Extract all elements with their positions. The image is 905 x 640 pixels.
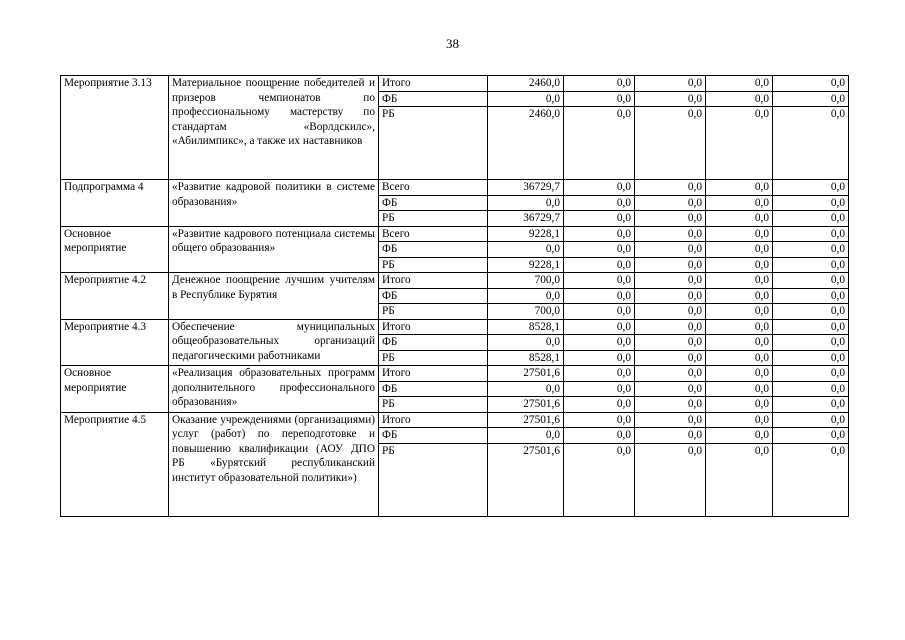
activity-name: Мероприятие 4.5 (61, 412, 169, 516)
amount-year: 0,0 (635, 428, 706, 444)
amount-year: 0,0 (635, 288, 706, 304)
funding-source: Итого (379, 412, 488, 428)
amount-year: 0,0 (706, 304, 773, 320)
amount-year: 0,0 (773, 226, 849, 242)
amount-year: 0,0 (564, 428, 635, 444)
amount-year: 0,0 (564, 107, 635, 180)
activity-name: Мероприятие 4.2 (61, 273, 169, 320)
funding-source: ФБ (379, 195, 488, 211)
funding-source: РБ (379, 397, 488, 413)
amount-year: 0,0 (773, 180, 849, 196)
amount-total: 0,0 (488, 428, 564, 444)
amount-year: 0,0 (635, 226, 706, 242)
funding-source: РБ (379, 257, 488, 273)
funding-source: РБ (379, 443, 488, 516)
amount-year: 0,0 (635, 443, 706, 516)
amount-total: 2460,0 (488, 107, 564, 180)
activity-name: Основное мероприятие (61, 226, 169, 273)
funding-source: Итого (379, 273, 488, 289)
amount-total: 8528,1 (488, 350, 564, 366)
amount-year: 0,0 (564, 288, 635, 304)
amount-year: 0,0 (635, 257, 706, 273)
table-row (61, 226, 849, 242)
amount-year: 0,0 (706, 443, 773, 516)
amount-year: 0,0 (564, 304, 635, 320)
amount-total: 27501,6 (488, 412, 564, 428)
amount-total: 0,0 (488, 381, 564, 397)
amount-total: 0,0 (488, 195, 564, 211)
amount-year: 0,0 (635, 91, 706, 107)
activity-description: «Реализация образовательных программ дополнительного профессионального образования» (169, 366, 379, 413)
amount-year: 0,0 (564, 350, 635, 366)
activity-description: Денежное поощрение лучшим учителям в Республике Бурятия (169, 273, 379, 320)
amount-total: 9228,1 (488, 257, 564, 273)
funding-source: ФБ (379, 242, 488, 258)
amount-year: 0,0 (706, 288, 773, 304)
amount-year: 0,0 (706, 319, 773, 335)
amount-total: 700,0 (488, 304, 564, 320)
amount-year: 0,0 (564, 381, 635, 397)
amount-year: 0,0 (635, 381, 706, 397)
amount-total: 36729,7 (488, 211, 564, 227)
amount-year: 0,0 (635, 304, 706, 320)
activity-name: Основное мероприятие (61, 366, 169, 413)
amount-year: 0,0 (773, 381, 849, 397)
funding-source: РБ (379, 107, 488, 180)
funding-source: РБ (379, 350, 488, 366)
amount-year: 0,0 (706, 211, 773, 227)
amount-year: 0,0 (773, 273, 849, 289)
activity-description: Оказание учреждениями (организациями) услуг (работ) по переподготовке и повышению квалификации (АОУ ДПО РБ «Бурятский республиканский институт образовательной политики») (169, 412, 379, 516)
amount-year: 0,0 (773, 91, 849, 107)
table-row (61, 180, 849, 196)
amount-year: 0,0 (564, 211, 635, 227)
amount-year: 0,0 (773, 195, 849, 211)
amount-year: 0,0 (635, 273, 706, 289)
amount-year: 0,0 (773, 366, 849, 382)
amount-year: 0,0 (706, 273, 773, 289)
activity-name: Подпрограмма 4 (61, 180, 169, 227)
amount-year: 0,0 (773, 211, 849, 227)
amount-year: 0,0 (635, 335, 706, 351)
amount-year: 0,0 (564, 443, 635, 516)
amount-year: 0,0 (635, 195, 706, 211)
funding-source: ФБ (379, 288, 488, 304)
activity-description: «Развитие кадровой политики в системе образования» (169, 180, 379, 227)
amount-total: 9228,1 (488, 226, 564, 242)
amount-year: 0,0 (635, 242, 706, 258)
amount-year: 0,0 (706, 428, 773, 444)
amount-year: 0,0 (564, 180, 635, 196)
amount-total: 36729,7 (488, 180, 564, 196)
amount-year: 0,0 (564, 91, 635, 107)
amount-year: 0,0 (564, 273, 635, 289)
amount-year: 0,0 (564, 335, 635, 351)
funding-source: ФБ (379, 335, 488, 351)
amount-year: 0,0 (773, 428, 849, 444)
amount-year: 0,0 (706, 350, 773, 366)
amount-year: 0,0 (706, 335, 773, 351)
amount-year: 0,0 (564, 242, 635, 258)
amount-year: 0,0 (706, 381, 773, 397)
funding-source: ФБ (379, 91, 488, 107)
amount-year: 0,0 (773, 335, 849, 351)
amount-year: 0,0 (706, 180, 773, 196)
amount-year: 0,0 (773, 257, 849, 273)
amount-year: 0,0 (564, 226, 635, 242)
funding-source: Итого (379, 366, 488, 382)
amount-year: 0,0 (773, 76, 849, 92)
amount-total: 0,0 (488, 242, 564, 258)
amount-year: 0,0 (706, 76, 773, 92)
table-row (61, 76, 849, 92)
activity-description: «Развитие кадрового потенциала системы общего образования» (169, 226, 379, 273)
amount-year: 0,0 (564, 397, 635, 413)
table-row (61, 319, 849, 335)
amount-total: 8528,1 (488, 319, 564, 335)
table-row (61, 366, 849, 382)
amount-year: 0,0 (773, 350, 849, 366)
amount-year: 0,0 (564, 195, 635, 211)
amount-year: 0,0 (635, 76, 706, 92)
amount-year: 0,0 (635, 366, 706, 382)
amount-year: 0,0 (706, 242, 773, 258)
activity-description: Обеспечение муниципальных общеобразовательных организаций педагогическими работниками (169, 319, 379, 366)
amount-year: 0,0 (773, 319, 849, 335)
amount-total: 27501,6 (488, 397, 564, 413)
amount-year: 0,0 (564, 76, 635, 92)
amount-year: 0,0 (773, 304, 849, 320)
table-row (61, 273, 849, 289)
activity-description: Материальное поощрение победителей и призеров чемпионатов по профессиональному мастерству по стандартам «Ворлдскилс», «Абилимпикс», а также их наставников (169, 76, 379, 180)
amount-year: 0,0 (773, 242, 849, 258)
funding-source: РБ (379, 304, 488, 320)
page-number: 38 (446, 36, 459, 51)
amount-year: 0,0 (564, 319, 635, 335)
amount-year: 0,0 (706, 366, 773, 382)
amount-year: 0,0 (635, 180, 706, 196)
amount-year: 0,0 (706, 107, 773, 180)
amount-year: 0,0 (773, 443, 849, 516)
amount-year: 0,0 (635, 319, 706, 335)
activity-name: Мероприятие 3.13 (61, 76, 169, 180)
funding-source: Всего (379, 180, 488, 196)
amount-year: 0,0 (706, 226, 773, 242)
amount-year: 0,0 (706, 397, 773, 413)
amount-year: 0,0 (773, 397, 849, 413)
amount-year: 0,0 (635, 211, 706, 227)
amount-year: 0,0 (773, 107, 849, 180)
amount-year: 0,0 (635, 350, 706, 366)
amount-total: 27501,6 (488, 366, 564, 382)
amount-year: 0,0 (635, 412, 706, 428)
activity-name: Мероприятие 4.3 (61, 319, 169, 366)
amount-total: 2460,0 (488, 76, 564, 92)
funding-source: Итого (379, 319, 488, 335)
amount-year: 0,0 (706, 195, 773, 211)
funding-source: Всего (379, 226, 488, 242)
amount-year: 0,0 (773, 412, 849, 428)
amount-year: 0,0 (773, 288, 849, 304)
budget-table (60, 75, 849, 517)
table-row (61, 412, 849, 428)
amount-total: 0,0 (488, 335, 564, 351)
amount-year: 0,0 (564, 366, 635, 382)
amount-year: 0,0 (706, 91, 773, 107)
amount-total: 0,0 (488, 288, 564, 304)
amount-total: 700,0 (488, 273, 564, 289)
amount-year: 0,0 (706, 412, 773, 428)
funding-source: Итого (379, 76, 488, 92)
funding-source: ФБ (379, 428, 488, 444)
amount-year: 0,0 (635, 397, 706, 413)
amount-total: 27501,6 (488, 443, 564, 516)
funding-source: ФБ (379, 381, 488, 397)
amount-year: 0,0 (564, 257, 635, 273)
amount-year: 0,0 (564, 412, 635, 428)
amount-total: 0,0 (488, 91, 564, 107)
amount-year: 0,0 (706, 257, 773, 273)
amount-year: 0,0 (635, 107, 706, 180)
funding-source: РБ (379, 211, 488, 227)
